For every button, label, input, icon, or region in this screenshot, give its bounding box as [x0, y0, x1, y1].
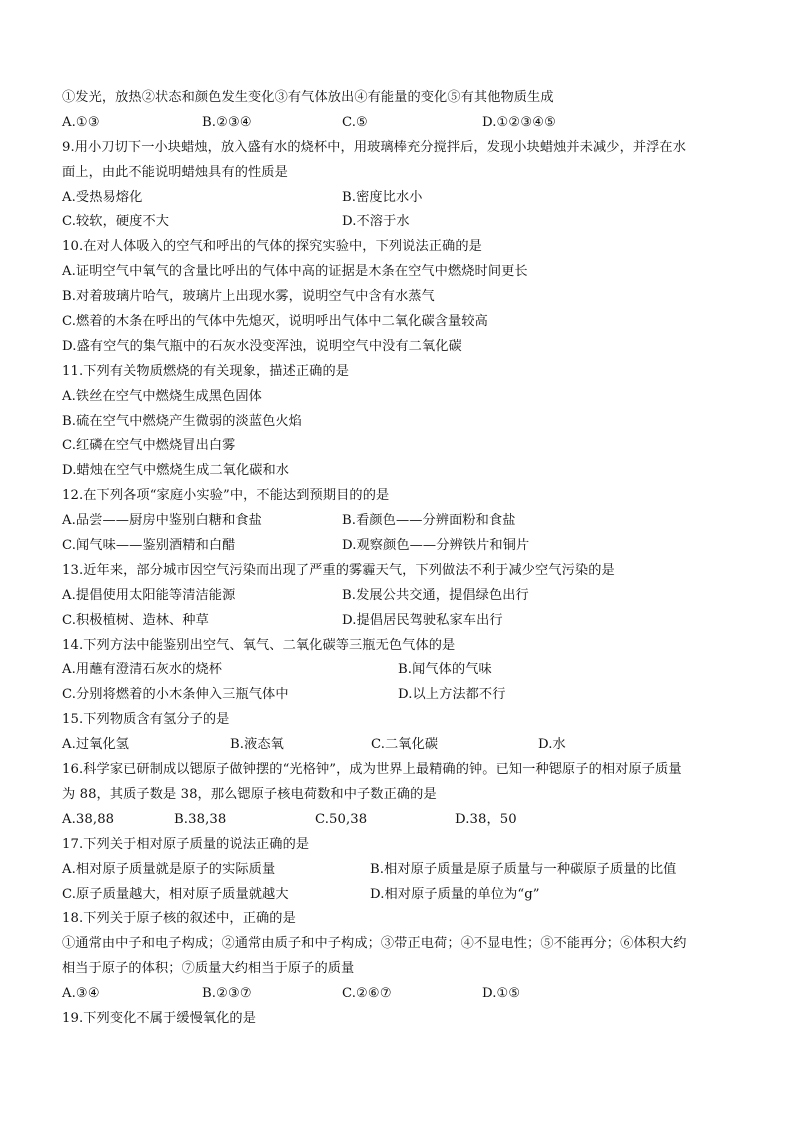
option-a: A.铁丝在空气中燃烧生成黑色固体	[62, 388, 262, 404]
option-row	[62, 584, 742, 609]
option-c: C.50,38	[315, 811, 368, 827]
option-row	[62, 733, 742, 758]
question-11	[62, 360, 742, 484]
question-stem: ①发光，放热②状态和颜色发生变化③有气体放出④有能量的变化⑤有其他物质生成	[62, 90, 554, 105]
option-d: D.蜡烛在空气中燃烧生成二氧化碳和水	[62, 463, 290, 479]
option-row	[62, 609, 742, 634]
option-d: D.38，50	[455, 811, 517, 827]
question-stem: 19.下列变化不属于缓慢氧化的是	[62, 1010, 257, 1026]
option-b: B.看颜色——分辨面粉和食盐	[342, 513, 516, 529]
question-10	[62, 235, 742, 359]
option-b: B.密度比水小	[342, 189, 423, 205]
exam-page	[62, 86, 742, 1032]
option-d: D.提倡居民驾驶私家车出行	[342, 612, 503, 628]
option-d: D.不溶于水	[342, 214, 410, 230]
question-stem: 15.下列物质含有氢分子的是	[62, 712, 230, 728]
option-a: A.提倡使用太阳能等清洁能源	[62, 587, 236, 603]
statement-list-continued: 相当于原子的体积；⑦质量大约相当于原子的质量	[62, 961, 355, 977]
option-b: B.液态氧	[230, 737, 284, 753]
option-b: B.38,38	[174, 811, 227, 827]
option-b: B.②③⑦	[202, 986, 252, 1002]
option-c: C.分别将燃着的小木条伸入三瓶气体中	[62, 687, 289, 703]
option-a: A.38,88	[62, 811, 115, 827]
option-b: B.②③④	[202, 114, 252, 130]
option-row	[62, 186, 742, 211]
option-row	[62, 982, 742, 1007]
option-b: B.对着玻璃片哈气，玻璃片上出现水雾，说明空气中含有水蒸气	[62, 289, 435, 305]
option-d: D.水	[538, 737, 566, 753]
question-16	[62, 758, 742, 833]
option-row	[62, 111, 742, 136]
question-stem: 11.下列有关物质燃烧的有关现象，描述正确的是	[62, 363, 350, 379]
option-d: D.①②③④⑤	[482, 114, 557, 130]
option-c: C.二氧化碳	[371, 737, 439, 753]
question-8	[62, 86, 742, 136]
option-a: A.过氧化氢	[62, 737, 130, 753]
question-19	[62, 1007, 742, 1032]
question-15	[62, 708, 742, 758]
option-a: A.证明空气中氧气的含量比呼出的气体中高的证据是木条在空气中燃烧时间更长	[62, 264, 528, 280]
option-b: B.闻气体的气味	[398, 662, 492, 678]
option-a: A.①③	[62, 114, 100, 130]
option-b: B.硫在空气中燃烧产生微弱的淡蓝色火焰	[62, 413, 302, 429]
option-row	[62, 683, 742, 708]
option-row	[62, 808, 742, 833]
option-a: A.③④	[62, 986, 100, 1002]
option-b: B.相对原子质量是原子质量与一种碳原子质量的比值	[370, 861, 677, 877]
question-13	[62, 559, 742, 634]
option-d: D.盛有空气的集气瓶中的石灰水没变浑浊，说明空气中没有二氧化碳	[62, 338, 462, 354]
option-a: A.受热易熔化	[62, 189, 143, 205]
question-14	[62, 634, 742, 709]
option-a: A.用蘸有澄清石灰水的烧杯	[62, 662, 223, 678]
option-d: D.①⑤	[482, 986, 521, 1002]
question-stem: 9.用小刀切下一小块蜡烛，放入盛有水的烧杯中，用玻璃棒充分搅拌后，发现小块蜡烛并未减少，并浮在水	[62, 139, 687, 155]
option-a: A.品尝——厨房中鉴别白糖和食盐	[62, 513, 262, 529]
statement-list: ①通常由中子和电子构成；②通常由质子和中子构成；③带正电荷；④不显电性；⑤不能再分；⑥体积大约	[62, 936, 687, 952]
option-c: C.较软，硬度不大	[62, 214, 170, 230]
option-row	[62, 509, 742, 534]
option-c: C.原子质量越大，相对原子质量就越大	[62, 886, 289, 902]
option-d: D.相对原子质量的单位为“g”	[370, 886, 540, 902]
option-c: C.闻气味——鉴别酒精和白醋	[62, 538, 236, 554]
option-row	[62, 858, 742, 883]
option-b: B.发展公共交通，提倡绿色出行	[342, 587, 529, 603]
option-c: C.红磷在空气中燃烧冒出白雾	[62, 438, 236, 454]
question-stem: 10.在对人体吸入的空气和呼出的气体的探究实验中，下列说法正确的是	[62, 239, 482, 255]
option-c: C.燃着的木条在呼出的气体中先熄灭，说明呼出气体中二氧化碳含量较高	[62, 314, 488, 330]
option-c: C.②⑥⑦	[342, 986, 392, 1002]
option-d: D.观察颜色——分辨铁片和铜片	[342, 538, 530, 554]
question-18	[62, 907, 742, 1007]
question-stem-continued: 面上，由此不能说明蜡烛具有的性质是	[62, 164, 288, 180]
option-c: C.积极植树、造林、种草	[62, 612, 209, 628]
question-stem-continued: 为 88，其质子数是 38，那么锶原子核电荷数和中子数正确的是	[62, 786, 437, 802]
question-9	[62, 136, 742, 236]
option-row	[62, 534, 742, 559]
question-12	[62, 484, 742, 559]
option-row	[62, 883, 742, 908]
question-17	[62, 833, 742, 908]
option-d: D.以上方法都不行	[398, 687, 506, 703]
question-stem: 16.科学家已研制成以锶原子做钟摆的“光格钟”，成为世界上最精确的钟。已知一种锶原子的相对原子质量	[62, 762, 682, 778]
option-a: A.相对原子质量就是原子的实际质量	[62, 861, 276, 877]
option-c: C.⑤	[342, 114, 368, 130]
question-stem: 17.下列关于相对原子质量的说法正确的是	[62, 836, 310, 852]
question-stem: 18.下列关于原子核的叙述中，正确的是	[62, 911, 296, 927]
option-row	[62, 658, 742, 683]
question-stem: 13.近年来，部分城市因空气污染而出现了严重的雾霾天气，下列做法不利于减少空气污染的是	[62, 562, 615, 578]
question-stem: 12.在下列各项“家庭小实验”中，不能达到预期目的的是	[62, 488, 390, 504]
option-row	[62, 210, 742, 235]
question-stem: 14.下列方法中能鉴别出空气、氧气、二氧化碳等三瓶无色气体的是	[62, 637, 456, 653]
